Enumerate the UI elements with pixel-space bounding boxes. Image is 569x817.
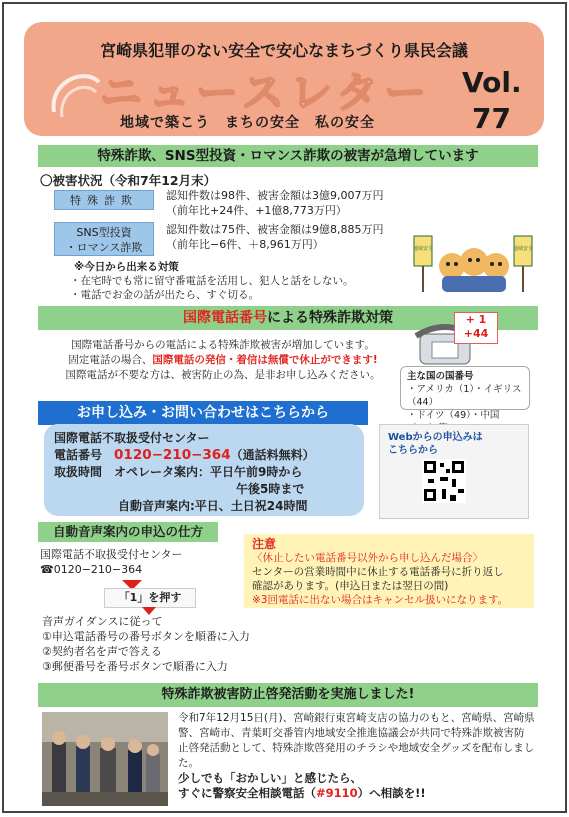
section1-title: 特殊詐欺、SNS型投資・ロマンス詐欺の被害が急増しています [38, 145, 538, 167]
web-application-box: Webからの申込みは こちらから [379, 424, 529, 519]
newsletter-title: ニュースレター [100, 68, 433, 117]
voice-guidance-steps: 音声ガイダンスに従って ①申込電話番号の番号ボタンを順番に入力 ②契約者名を声で答える ③郵便番号を番号ボタンで順番に入力 [42, 615, 250, 673]
swirl-decoration-icon [44, 62, 104, 122]
volume-number: 77 [472, 102, 511, 135]
mascot-flag-right: 地域安全 [512, 246, 534, 252]
tag-sns-romance-fraud: SNS型投資 ・ロマンス詐欺 [54, 222, 154, 256]
press-one-step: 「1」を押す [104, 588, 196, 608]
volume-label: Vol. [462, 66, 522, 99]
event-photo [42, 712, 168, 806]
countermeasures: ※今日から出来る対策 ・在宅時でも常に留守番電話を活用し、犯人と話をしない。 ・電話でお金の話が出たら、すぐ切る。 [70, 261, 354, 301]
mascot-characters-icon [412, 232, 534, 294]
stat-sns-fraud: 認知件数は75件、被害金額は9億8,885万円 （前年比−6件、＋8,961万円） [166, 223, 384, 251]
tag-special-fraud: 特殊詐欺 [54, 190, 154, 210]
newsletter-page [2, 2, 567, 813]
police-hotline-number[interactable]: #9110 [316, 786, 358, 800]
center-phone-number[interactable]: 0120−210−364 [114, 447, 231, 463]
auto-voice-phone[interactable]: ☎0120−210−364 [40, 563, 143, 576]
damage-status-heading: 〇被害状況（令和7年12月末） [40, 173, 217, 188]
activity-report: 令和7年12月15日(月)、宮崎銀行東宮崎支店の協力のもと、宮崎県、宮崎県 警、宮崎市、青葉町交番管内地域安全推進協議会が共同で特殊詐欺被害防 止啓発活動として、特殊詐欺啓発用のチラシや地域安全グッズを配布しました。 少しでも「おかしい」と感じたら、 すぐに警察安全相談電話（#9110）へ相談を!! [178, 712, 535, 800]
intl-code-callout: + 1 +44 [454, 312, 498, 344]
section4-title: 自動音声案内の申込の仕方 [38, 522, 218, 542]
stat-special-fraud: 認知件数は98件、被害金額は3億9,007万円 （前年比+24件、+1億8,773万円） [166, 189, 384, 217]
org-name: 宮崎県犯罪のない安全で安心なまちづくり県民会議 [100, 41, 468, 60]
section3-title: お申し込み・お問い合わせはこちらから [38, 401, 368, 425]
caution-note: 注意 〈休止したい電話番号以外から申し込んだ場合〉 センターの営業時間中に休止する電話番号に折り返し 確認があります。(申込日または翌日の間) ※3回電話に出ない場合はキャンセル扱いになります。 [244, 534, 534, 608]
section2-title: 国際電話番号による特殊詐欺対策 [38, 306, 538, 330]
country-codes-box: 主な国の国番号 ・アメリカ（1）・イギリス（44） ・ドイツ（49）・中国 [400, 366, 530, 410]
intl-call-text: 国際電話番号からの電話による特殊詐欺被害が増加しています。 固定電話の場合、国際電話の発信・着信は無償で休止ができます! 国際電話が不要な方は、被害防止の為、是非お申し込みください。 [65, 339, 381, 381]
mascot-flag-left: 地域安全 [412, 246, 434, 252]
section5-title: 特殊詐欺被害防止啓発活動を実施しました! [38, 683, 538, 707]
slogan: 地域で築こう まちの安全 私の安全 [120, 115, 375, 131]
header-banner [24, 22, 544, 136]
qr-code-icon[interactable] [422, 459, 466, 503]
application-info: 国際電話不取扱受付センター 電話番号 0120−210−364（通話料無料） 取扱時間 オペレータ案内：平日午前9時から 午後5時まで 自動音声案内:平日、土日祝24時間 [44, 424, 364, 516]
auto-voice-center: 国際電話不取扱受付センター ☎0120−210−364 [40, 548, 183, 576]
